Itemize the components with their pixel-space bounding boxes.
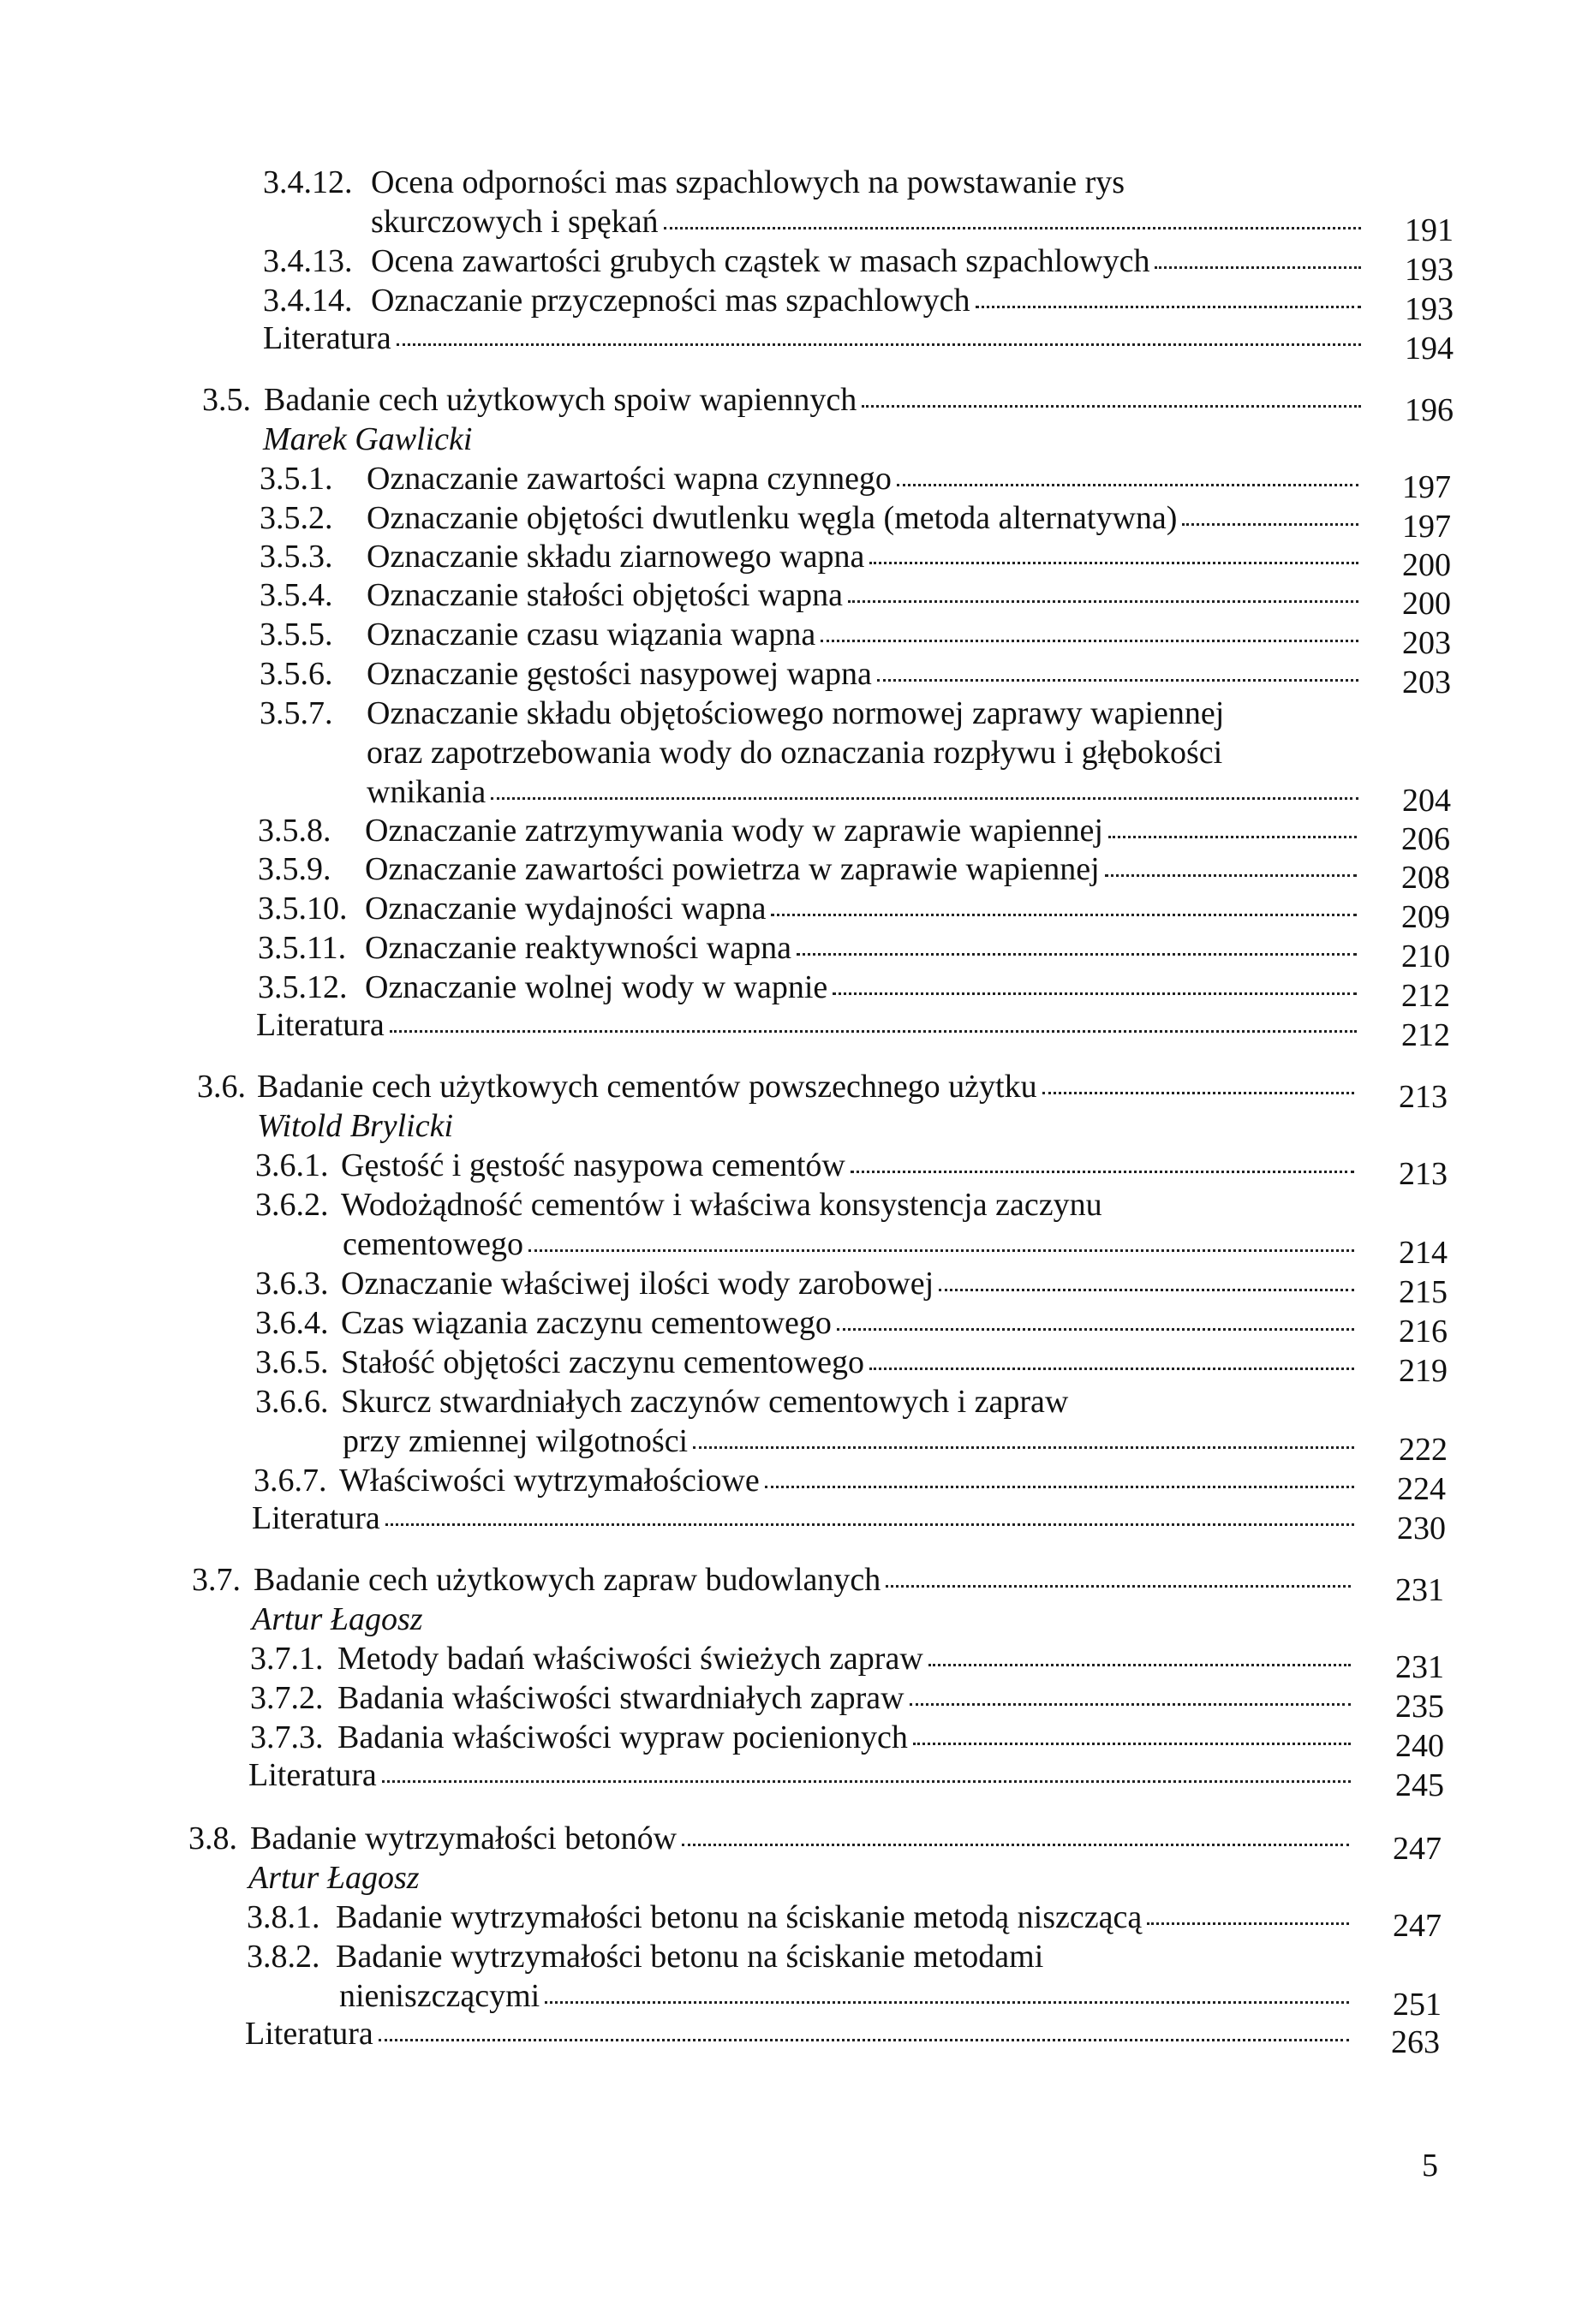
entry-title-continued: cementowego	[343, 1225, 1358, 1264]
entry-title: Oznaczanie przyczepności mas szpachlowych	[371, 281, 1364, 320]
section-title: Badanie cech użytkowych zapraw budowlanych	[254, 1560, 1354, 1600]
page-ref: 251	[1393, 1987, 1442, 2023]
dot-leader	[765, 1486, 1354, 1488]
page-ref: 224	[1397, 1471, 1446, 1507]
entry-number: 3.5.10.	[258, 891, 348, 927]
dot-leader	[848, 600, 1358, 603]
page-ref: 235	[1395, 1689, 1444, 1725]
entry-number: 3.5.5.	[260, 617, 333, 653]
entry-number: 3.4.12.	[263, 164, 353, 200]
page-ref: 245	[1395, 1767, 1444, 1803]
entry-title: Oznaczanie reaktywności wapna	[365, 928, 1360, 968]
page-ref: 197	[1402, 509, 1451, 545]
dot-leader	[862, 405, 1361, 408]
entry-number: 3.5.7.	[260, 695, 333, 731]
dot-leader	[910, 1703, 1351, 1706]
page-ref: 204	[1402, 783, 1451, 819]
dot-leader	[1105, 874, 1357, 877]
section-number: 3.6.	[197, 1069, 246, 1105]
page-ref: 230	[1397, 1511, 1446, 1546]
entry-number: 3.5.6.	[260, 656, 333, 692]
dot-leader	[1042, 1092, 1354, 1094]
entry-number: 3.7.1.	[250, 1641, 324, 1677]
section-title: Badanie wytrzymałości betonów	[250, 1819, 1352, 1858]
entry-number: 3.5.1.	[260, 461, 333, 497]
entry-title: Ocena odporności mas szpachlowych na powstawanie rys	[371, 164, 1125, 200]
page-ref: 200	[1402, 586, 1451, 622]
entry-title: Skurcz stwardniałych zaczynów cementowych i zapraw	[341, 1384, 1069, 1420]
dot-leader	[382, 1780, 1351, 1783]
dot-leader	[1155, 266, 1361, 269]
entry-title: Oznaczanie wolnej wody w wapnie	[365, 968, 1360, 1007]
entry-number: 3.6.3.	[255, 1266, 329, 1302]
entry-number: 3.5.12.	[258, 969, 348, 1005]
dot-leader	[797, 953, 1357, 956]
page-ref: 247	[1393, 1831, 1442, 1867]
dot-leader	[771, 914, 1357, 916]
page-ref: 208	[1401, 860, 1450, 896]
entry-title: Oznaczanie stałości objętości wapna	[367, 575, 1362, 615]
page-ref: 247	[1393, 1908, 1442, 1944]
entry-title-continued: skurczowych i spękań	[371, 202, 1364, 241]
entry-number: 3.5.4.	[260, 577, 333, 613]
entry-number: 3.8.1.	[247, 1899, 320, 1935]
dot-leader	[1147, 1922, 1349, 1925]
dot-leader	[385, 1523, 1354, 1526]
entry-title-continued: nieniszczącymi	[339, 1976, 1352, 2016]
entry-title: Oznaczanie wydajności wapna	[365, 889, 1360, 928]
dot-leader	[837, 1328, 1354, 1331]
literature-entry: Literatura	[263, 319, 1364, 358]
page-ref: 213	[1399, 1079, 1448, 1115]
page-ref: 240	[1395, 1728, 1444, 1764]
entry-title: Czas wiązania zaczynu cementowego	[341, 1303, 1358, 1343]
dot-leader	[693, 1446, 1354, 1449]
entry-number: 3.6.2.	[255, 1187, 329, 1223]
dot-leader	[833, 992, 1357, 995]
entry-title: Oznaczanie składu ziarnowego wapna	[367, 537, 1362, 576]
dot-leader	[821, 640, 1358, 642]
entry-number: 3.7.2.	[250, 1680, 324, 1716]
section-title: Badanie cech użytkowych cementów powszechnego użytku	[257, 1067, 1358, 1106]
dot-leader	[390, 1030, 1357, 1033]
entry-title-continued: wnikania	[367, 772, 1362, 812]
entry-number: 3.6.7.	[254, 1463, 327, 1499]
page-ref: 215	[1399, 1274, 1448, 1310]
literature-entry: Literatura	[245, 2014, 1352, 2053]
section-number: 3.7.	[192, 1562, 241, 1598]
dot-leader	[379, 2039, 1349, 2041]
section-author: Witold Brylicki	[257, 1108, 454, 1144]
dot-leader	[886, 1585, 1351, 1588]
dot-leader	[939, 1289, 1354, 1291]
entry-number: 3.6.4.	[255, 1305, 329, 1341]
dot-leader	[397, 343, 1361, 346]
page-ref: 203	[1402, 664, 1451, 700]
page-ref: 191	[1405, 212, 1454, 248]
page-ref: 212	[1401, 978, 1450, 1014]
page-ref: 222	[1399, 1432, 1448, 1468]
literature-entry: Literatura	[248, 1755, 1354, 1795]
entry-title: Wodożądność cementów i właściwa konsystencja zaczynu	[341, 1187, 1102, 1223]
entry-number: 3.5.3.	[260, 539, 333, 575]
entry-number: 3.5.9.	[258, 851, 331, 887]
page-ref: 194	[1405, 331, 1454, 366]
entry-title: Oznaczanie zawartości wapna czynnego	[367, 459, 1362, 498]
literature-entry: Literatura	[252, 1499, 1358, 1538]
entry-title: Metody badań właściwości świeżych zapraw	[337, 1639, 1354, 1678]
page-ref: 231	[1395, 1649, 1444, 1685]
entry-title: Oznaczanie właściwej ilości wody zarobowej	[341, 1264, 1358, 1303]
entry-number: 3.7.3.	[250, 1719, 324, 1755]
dot-leader	[1108, 836, 1357, 838]
page-ref: 196	[1405, 392, 1454, 428]
entry-title: Badanie wytrzymałości betonu na ściskanie metodą niszczącą	[336, 1898, 1352, 1937]
page-ref: 212	[1401, 1017, 1450, 1053]
entry-number: 3.5.2.	[260, 500, 333, 536]
entry-title: Oznaczanie zawartości powietrza w zaprawie wapiennej	[365, 849, 1360, 889]
dot-leader	[851, 1171, 1354, 1173]
entry-title: Stałość objętości zaczynu cementowego	[341, 1343, 1358, 1382]
dot-leader	[869, 562, 1358, 564]
dot-leader	[976, 306, 1362, 308]
page-ref: 203	[1402, 625, 1451, 661]
entry-number: 3.5.8.	[258, 813, 331, 849]
entry-title: Właściwości wytrzymałościowe	[339, 1461, 1358, 1500]
entry-title-continued: oraz zapotrzebowania wody do oznaczania rozpływu i głębokości	[367, 735, 1223, 771]
entry-number: 3.4.13.	[263, 243, 353, 279]
entry-title: Oznaczanie zatrzymywania wody w zaprawie wapiennej	[365, 811, 1360, 850]
dot-leader	[664, 227, 1361, 229]
section-author: Artur Łagosz	[252, 1601, 423, 1637]
dot-leader	[869, 1368, 1354, 1370]
page-ref: 197	[1402, 469, 1451, 505]
dot-leader	[913, 1743, 1351, 1745]
entry-number: 3.5.11.	[258, 930, 347, 966]
entry-title: Badanie wytrzymałości betonu na ściskanie metodami	[336, 1939, 1044, 1975]
entry-title: Badania właściwości wypraw pocienionych	[337, 1718, 1354, 1757]
entry-title: Oznaczanie gęstości nasypowej wapna	[367, 654, 1362, 694]
page-ref: 210	[1401, 939, 1450, 974]
dot-leader	[928, 1664, 1351, 1666]
entry-title-continued: przy zmiennej wilgotności	[343, 1421, 1358, 1461]
section-number: 3.8.	[188, 1820, 237, 1856]
page-ref: 231	[1395, 1572, 1444, 1608]
entry-title: Gęstość i gęstość nasypowa cementów	[341, 1146, 1358, 1185]
dot-leader	[545, 2001, 1349, 2004]
dot-leader	[528, 1249, 1354, 1252]
page-ref: 193	[1405, 252, 1454, 288]
page-ref: 216	[1399, 1314, 1448, 1350]
section-author: Artur Łagosz	[248, 1860, 420, 1896]
entry-number: 3.6.6.	[255, 1384, 329, 1420]
entry-title: Ocena zawartości grubych cząstek w masach szpachlowych	[371, 241, 1364, 281]
entry-title: Oznaczanie objętości dwutlenku węgla (metoda alternatywna)	[367, 498, 1362, 538]
section-title: Badanie cech użytkowych spoiw wapiennych	[264, 380, 1364, 420]
dot-leader	[897, 484, 1358, 486]
section-number: 3.5.	[202, 382, 251, 418]
page-number: 5	[1422, 2148, 1438, 2184]
entry-title: Badania właściwości stwardniałych zapraw	[337, 1678, 1354, 1718]
section-author: Marek Gawlicki	[263, 421, 473, 457]
page-ref: 193	[1405, 291, 1454, 327]
dot-leader	[682, 1844, 1349, 1846]
dot-leader	[877, 679, 1358, 682]
dot-leader	[1182, 523, 1358, 526]
page-ref: 219	[1399, 1353, 1448, 1389]
entry-title: Oznaczanie składu objętościowego normowej zaprawy wapiennej	[367, 695, 1225, 731]
page-ref: 214	[1399, 1235, 1448, 1271]
literature-entry: Literatura	[256, 1005, 1360, 1045]
entry-title: Oznaczanie czasu wiązania wapna	[367, 615, 1362, 654]
entry-number: 3.6.5.	[255, 1344, 329, 1380]
page-ref: 263	[1391, 2024, 1440, 2060]
page-ref: 206	[1401, 821, 1450, 857]
entry-number: 3.4.14.	[263, 283, 353, 319]
page-ref: 209	[1401, 899, 1450, 935]
dot-leader	[491, 797, 1358, 800]
page-ref: 200	[1402, 547, 1451, 583]
page-ref: 213	[1399, 1156, 1448, 1192]
entry-number: 3.8.2.	[247, 1939, 320, 1975]
entry-number: 3.6.1.	[255, 1147, 329, 1183]
